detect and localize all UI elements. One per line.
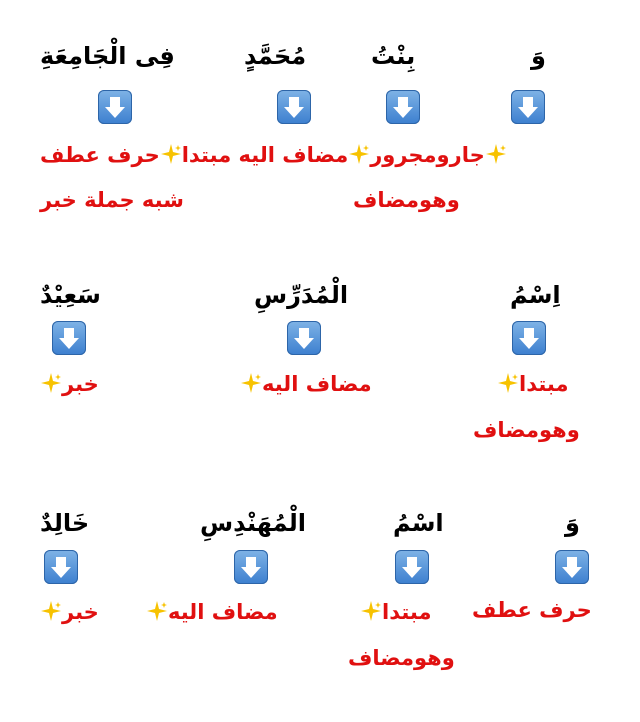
word-al-muhandis: الْمُهَنْدِسِ (200, 509, 306, 537)
label-wahuwa-mudaf: وهومضاف (473, 418, 580, 442)
word-fi-al-jamiah: فِى الْجَامِعَةِ (40, 42, 175, 70)
label-mubtada: مبتدا (181, 143, 232, 167)
label-khabar: خبر (62, 372, 99, 396)
sparkles-icon (497, 372, 519, 394)
word-ismu: اِسْمُ (510, 281, 561, 309)
arrow-down-icon (277, 90, 311, 124)
label-group (240, 372, 372, 395)
label-harf-atf: حرف عطف (40, 143, 160, 167)
sparkles-icon (40, 372, 62, 394)
sparkles-icon (360, 600, 382, 622)
label-group (146, 600, 278, 623)
sparkles-icon (240, 372, 262, 394)
label-group (40, 600, 99, 623)
word-saeed: سَعِيْدٌ (40, 281, 101, 309)
label-mubtada: مبتدا (382, 600, 432, 624)
label-mudaf-ilayh: مضاف اليه (168, 600, 278, 624)
arrow-down-icon (98, 90, 132, 124)
label-khabar: خبر (62, 600, 99, 624)
label-group (497, 372, 568, 395)
word-bintu: بِنْتُ (371, 42, 416, 70)
arrow-down-icon (44, 550, 78, 584)
sparkles-icon (485, 143, 507, 165)
word-wa: وَ (531, 42, 546, 70)
arrow-down-icon (555, 550, 589, 584)
label-jar-majrur: جارومجرور (370, 143, 485, 167)
label-line-1 (40, 143, 507, 166)
label-wahuwa-mudaf: وهومضاف (353, 188, 460, 212)
sparkles-icon (160, 143, 182, 165)
label-mudaf-ilayh: مضاف اليه (238, 143, 349, 167)
label-mudaf-ilayh: مضاف اليه (262, 372, 372, 396)
label-harf-atf: حرف عطف (472, 598, 592, 622)
word-khalidun: خَالِدٌ (40, 509, 90, 537)
arrow-down-icon (512, 321, 546, 355)
word-wa: وَ (565, 509, 580, 537)
arrow-down-icon (386, 90, 420, 124)
sparkles-icon (348, 143, 370, 165)
label-wahuwa-mudaf: وهومضاف (348, 646, 455, 670)
label-group (360, 600, 431, 623)
arrow-down-icon (52, 321, 86, 355)
word-muhammadin: مُحَمَّدٍ (244, 42, 307, 70)
arrow-down-icon (287, 321, 321, 355)
sparkles-icon (146, 600, 168, 622)
word-al-mudarris: الْمُدَرِّسِ (254, 281, 349, 309)
arrow-down-icon (511, 90, 545, 124)
label-group (40, 372, 99, 395)
label-shibh-jumla-khabar: شبه جملة خبر (40, 188, 184, 212)
arrow-down-icon (234, 550, 268, 584)
word-ismu: اسْمُ (393, 509, 444, 537)
label-mubtada: مبتدا (519, 372, 569, 396)
sparkles-icon (40, 600, 62, 622)
arrow-down-icon (395, 550, 429, 584)
